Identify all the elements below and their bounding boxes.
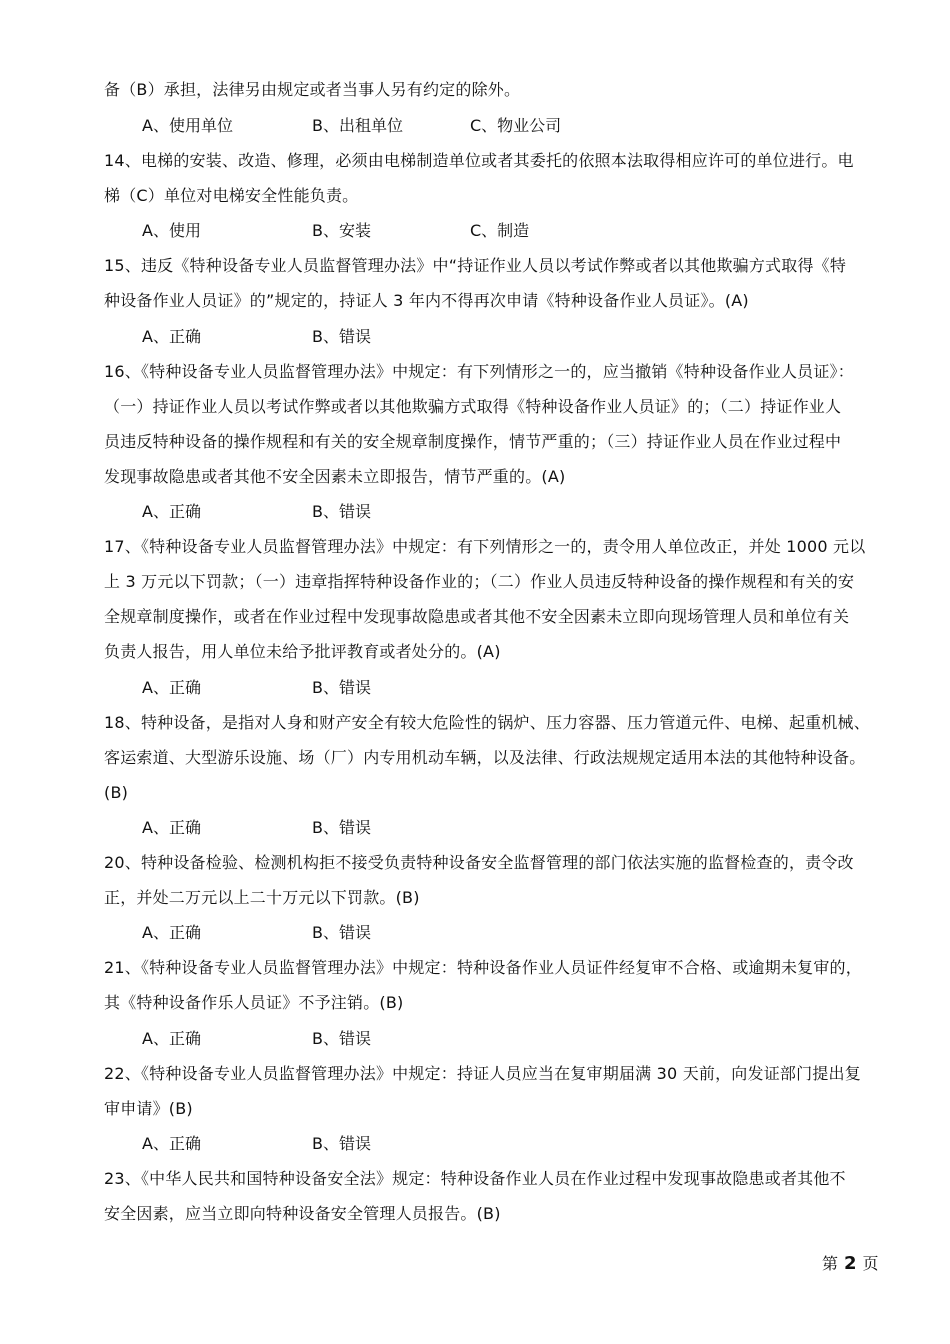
option-c: C、制造 bbox=[470, 221, 530, 240]
text-line: 正，并处二万元以上二十万元以下罚款。(B) bbox=[104, 888, 420, 907]
page-prefix: 第 bbox=[822, 1254, 839, 1273]
option-a: A、正确 bbox=[142, 818, 201, 837]
option-b: B、安装 bbox=[312, 221, 371, 240]
option-b: B、出租单位 bbox=[312, 116, 403, 135]
text-line: 梯（C）单位对电梯安全性能负责。 bbox=[104, 186, 359, 205]
page-suffix: 页 bbox=[862, 1254, 879, 1273]
text-line: 客运索道、大型游乐设施、场（厂）内专用机动车辆，以及法律、行政法规规定适用本法的其他特种设备。 bbox=[104, 748, 866, 767]
text-line: 16、《特种设备专业人员监督管理办法》中规定：有下列情形之一的，应当撤销《特种设备作业人员证》： bbox=[104, 362, 854, 381]
text-line: 20、特种设备检验、检测机构拒不接受负责特种设备安全监督管理的部门依法实施的监督检查的，责令改 bbox=[104, 853, 854, 872]
option-a: A、使用单位 bbox=[142, 116, 233, 135]
option-a: A、正确 bbox=[142, 678, 201, 697]
option-a: A、正确 bbox=[142, 1134, 201, 1153]
option-a: A、正确 bbox=[142, 1029, 201, 1048]
option-b: B、错误 bbox=[312, 923, 371, 942]
text-line: 安全因素，应当立即向特种设备安全管理人员报告。(B) bbox=[104, 1204, 501, 1223]
text-line: 22、《特种设备专业人员监督管理办法》中规定：持证人员应当在复审期届满 30 天前，向发证部门提出复 bbox=[104, 1064, 861, 1083]
text-line: 18、特种设备，是指对人身和财产安全有较大危险性的锅炉、压力容器、压力管道元件、电梯、起重机械、 bbox=[104, 713, 870, 732]
option-b: B、错误 bbox=[312, 678, 371, 697]
option-b: B、错误 bbox=[312, 1134, 371, 1153]
text-line: 员违反特种设备的操作规程和有关的安全规章制度操作，情节严重的；（三）持证作业人员在作业过程中 bbox=[104, 432, 842, 451]
text-line: 17、《特种设备专业人员监督管理办法》中规定：有下列情形之一的，责令用人单位改正，并处 1000 元以 bbox=[104, 537, 866, 556]
page-number bbox=[822, 1251, 879, 1274]
text-line: 发现事故隐患或者其他不安全因素未立即报告，情节严重的。(A) bbox=[104, 467, 566, 486]
text-line: 15、违反《特种设备专业人员监督管理办法》中“持证作业人员以考试作弊或者以其他欺骗方式取得《特 bbox=[104, 256, 847, 275]
option-b: B、错误 bbox=[312, 502, 371, 521]
option-b: B、错误 bbox=[312, 1029, 371, 1048]
text-line: (B) bbox=[104, 783, 129, 802]
text-line: 种设备作业人员证》的”规定的，持证人 3 年内不得再次申请《特种设备作业人员证》。(A) bbox=[104, 291, 749, 310]
option-b: B、错误 bbox=[312, 818, 371, 837]
text-line: 23、《中华人民共和国特种设备安全法》规定：特种设备作业人员在作业过程中发现事故隐患或者其他不 bbox=[104, 1169, 846, 1188]
text-line: 审申请》(B) bbox=[104, 1099, 193, 1118]
option-a: A、使用 bbox=[142, 221, 201, 240]
text-line: 其《特种设备作乐人员证》不予注销。(B) bbox=[104, 993, 404, 1012]
text-line: 备（B）承担，法律另由规定或者当事人另有约定的除外。 bbox=[104, 80, 521, 99]
option-a: A、正确 bbox=[142, 327, 201, 346]
text-line: 21、《特种设备专业人员监督管理办法》中规定：特种设备作业人员证件经复审不合格、或逾期未复审的， bbox=[104, 958, 862, 977]
option-b: B、错误 bbox=[312, 327, 371, 346]
text-line: 全规章制度操作，或者在作业过程中发现事故隐患或者其他不安全因素未立即向现场管理人员和单位有关 bbox=[104, 607, 850, 626]
option-a: A、正确 bbox=[142, 502, 201, 521]
text-line: 14、电梯的安装、改造、修理，必须由电梯制造单位或者其委托的依照本法取得相应许可的单位进行。电 bbox=[104, 151, 854, 170]
text-line: 负责人报告，用人单位未给予批评教育或者处分的。(A) bbox=[104, 642, 501, 661]
option-a: A、正确 bbox=[142, 923, 201, 942]
text-line: （一）持证作业人员以考试作弊或者以其他欺骗方式取得《特种设备作业人员证》的；（二）持证作业人 bbox=[104, 397, 842, 416]
option-c: C、物业公司 bbox=[470, 116, 562, 135]
text-line: 上 3 万元以下罚款；（一）违章指挥特种设备作业的；（二）作业人员违反特种设备的操作规程和有关的安 bbox=[104, 572, 855, 591]
page-number-value: 2 bbox=[844, 1253, 857, 1274]
